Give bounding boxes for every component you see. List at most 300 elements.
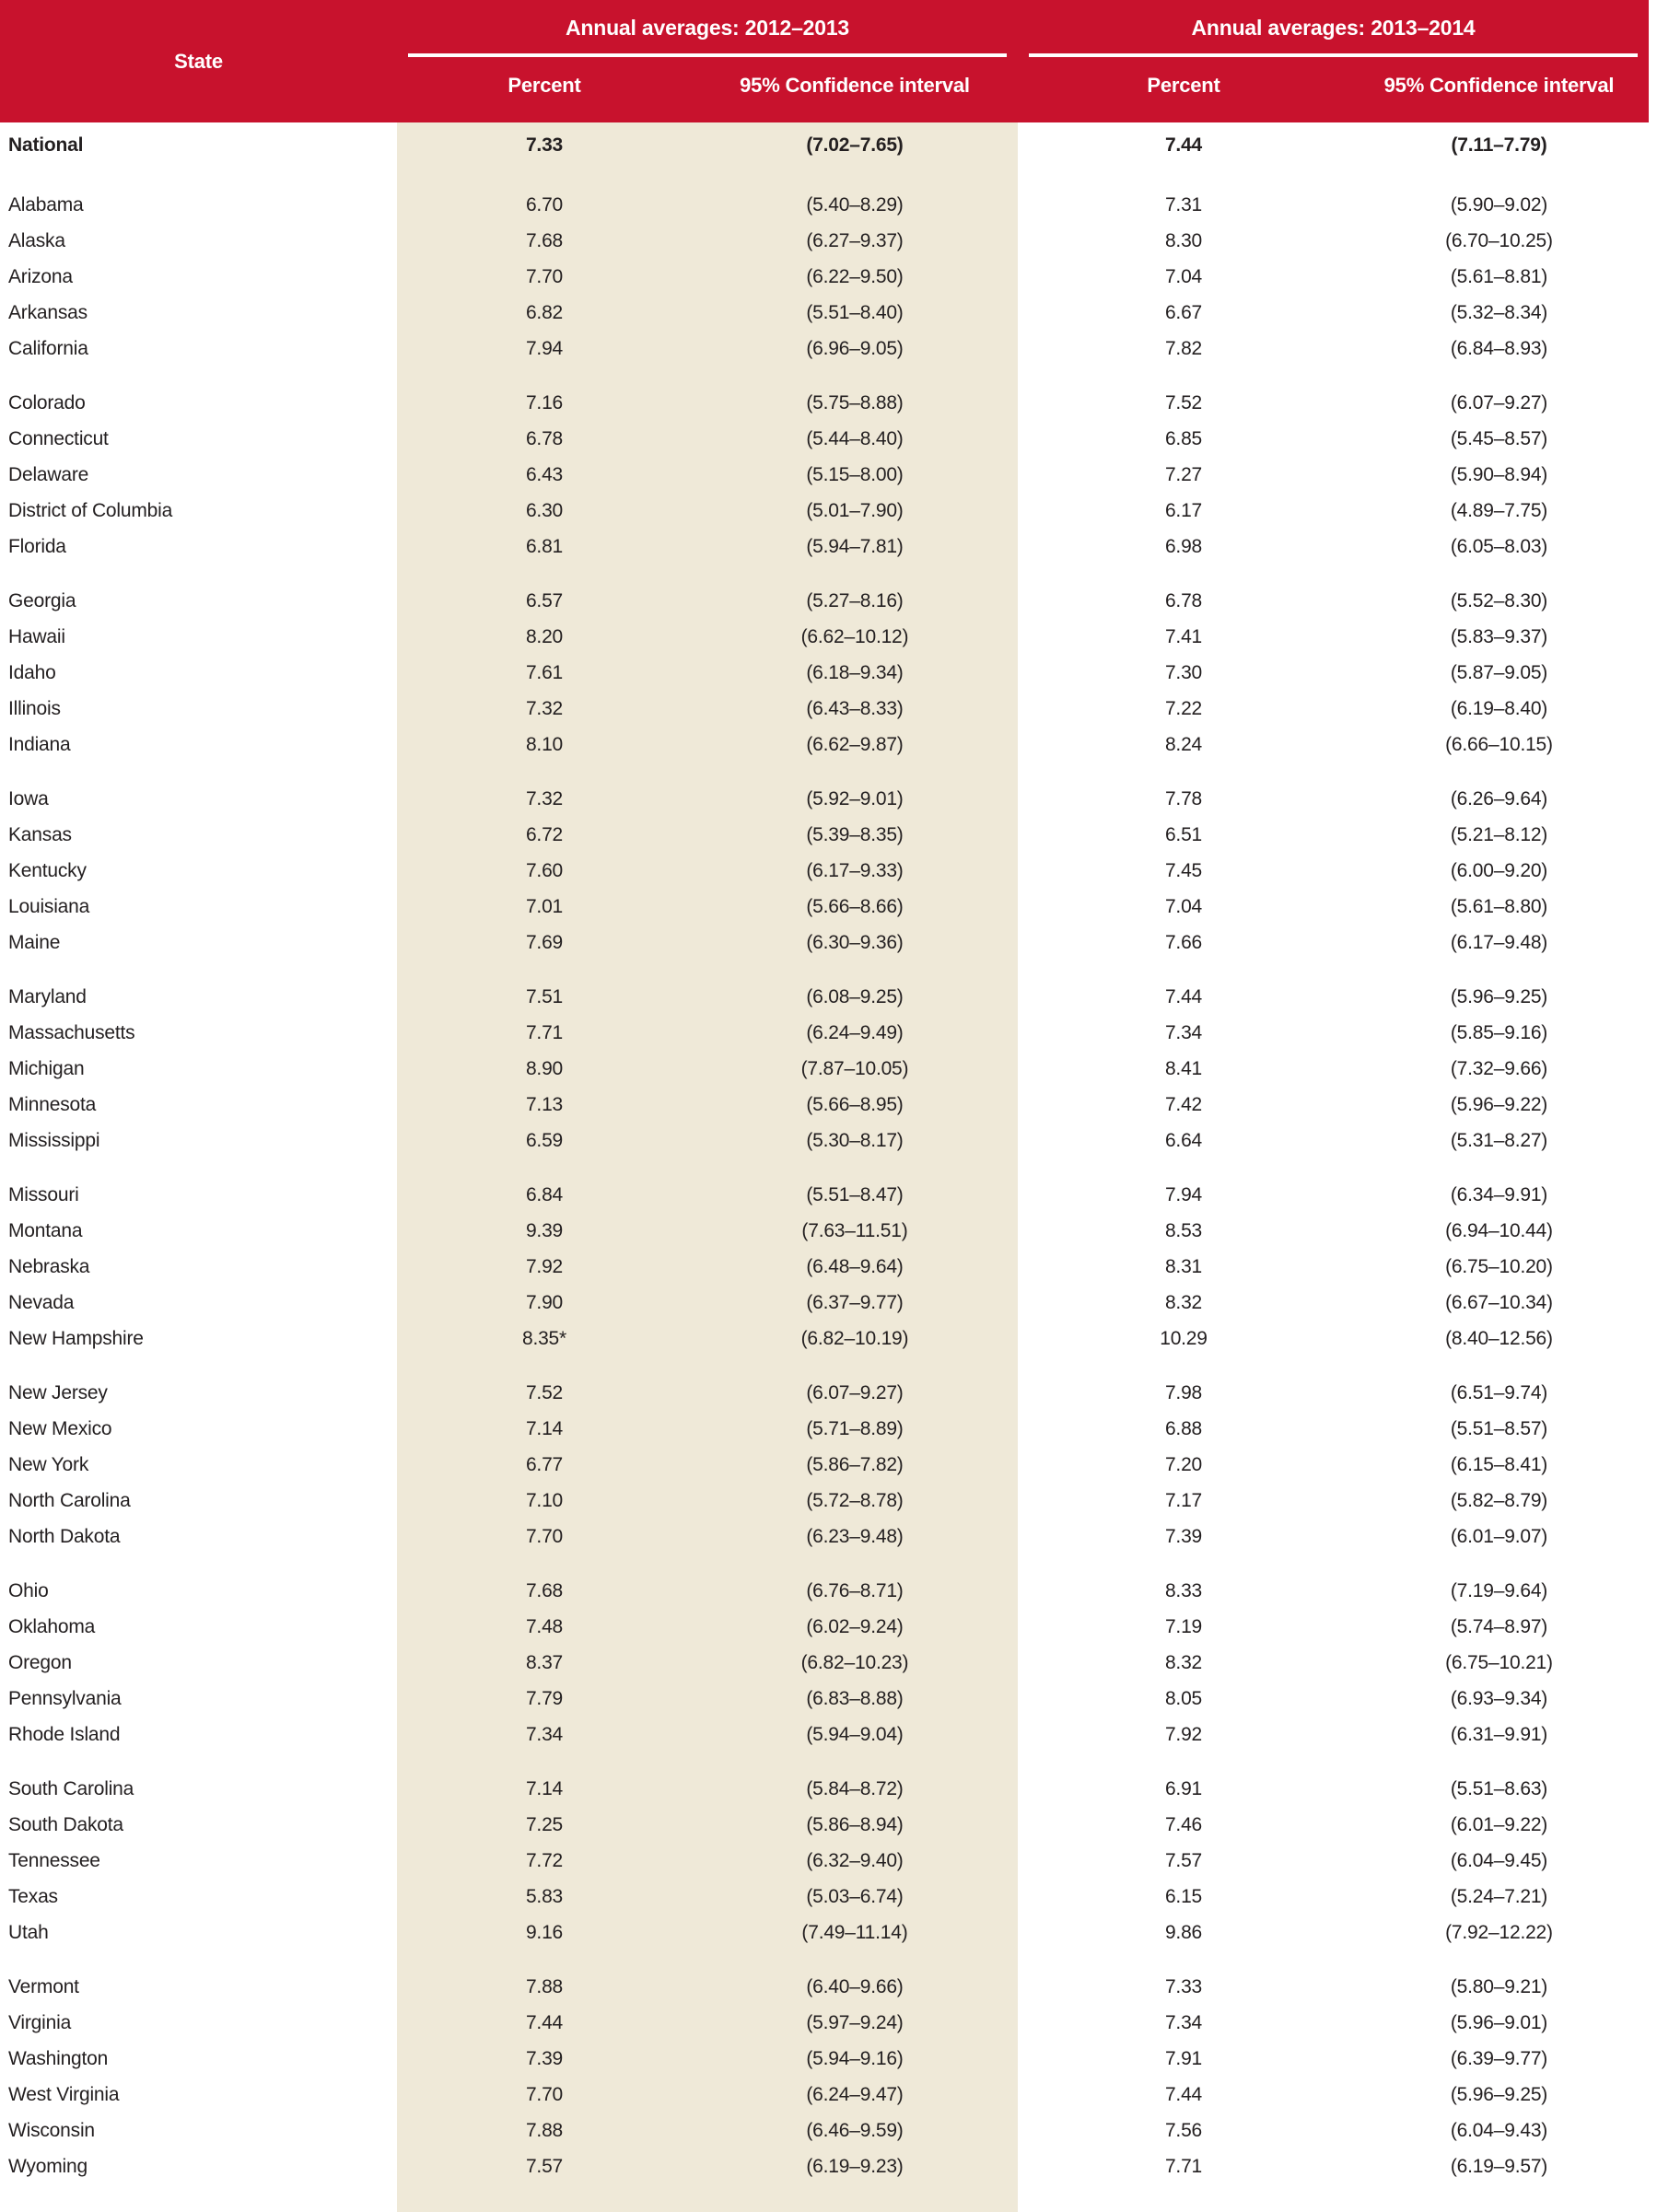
- ci-cell-2013-2014: (6.01–9.07): [1450, 1525, 1548, 1547]
- spacer-cell: [1349, 960, 1649, 979]
- table-row: [0, 421, 1649, 457]
- state-cell: Missouri: [8, 1183, 79, 1205]
- ci-cell-2012-2013: (6.62–9.87): [692, 727, 1018, 763]
- state-cell: Montana: [8, 1219, 83, 1241]
- table-row: [0, 1609, 1649, 1645]
- ci-cell-2012-2013: (6.17–9.33): [692, 853, 1018, 889]
- spacer-cell: [1018, 2184, 1349, 2212]
- state-cell: Arkansas: [8, 301, 88, 323]
- percent-cell-2013-2014: 8.05: [1164, 1687, 1203, 1709]
- ci-cell-2012-2013: (5.94–9.16): [692, 2041, 1018, 2077]
- ci-cell-2013-2014: (6.07–9.27): [1450, 391, 1548, 413]
- ci-cell-2013-2014: (6.84–8.93): [1450, 337, 1548, 359]
- state-cell: Kansas: [8, 823, 72, 845]
- table-row: [0, 1213, 1649, 1249]
- ci-cell-2012-2013: (6.43–8.33): [692, 691, 1018, 727]
- ci-cell-2012-2013: (6.48–9.64): [692, 1249, 1018, 1285]
- percent-cell-2013-2014: 7.66: [1164, 931, 1203, 953]
- state-cell: Rhode Island: [8, 1723, 121, 1745]
- percent-cell-2012-2013: 9.16: [397, 1915, 692, 1950]
- spacer-cell: [1349, 367, 1649, 385]
- percent-cell-2013-2014: 8.32: [1164, 1651, 1203, 1673]
- percent-cell-2012-2013: 7.14: [397, 1411, 692, 1447]
- ci-cell-2012-2013: (6.07–9.27): [692, 1375, 1018, 1411]
- ci-cell-2013-2014: (5.96–9.25): [1450, 2083, 1548, 2105]
- spacer-cell: [0, 1554, 397, 1573]
- state-cell: Colorado: [8, 391, 86, 413]
- state-cell: Pennsylvania: [8, 1687, 122, 1709]
- ci-cell-2013-2014: (6.19–8.40): [1450, 697, 1548, 719]
- state-cell: California: [8, 337, 88, 359]
- spacer-cell: [692, 1950, 1018, 1969]
- ci-cell-2013-2014: (6.05–8.03): [1450, 535, 1548, 557]
- percent-cell-2012-2013: 6.59: [397, 1123, 692, 1158]
- col-group-2013-2014: [1018, 0, 1649, 57]
- state-cell: Hawaii: [8, 625, 65, 647]
- percent-cell-2013-2014: 9.86: [1164, 1921, 1203, 1943]
- table-row: [0, 1681, 1649, 1717]
- ci-cell-2012-2013: (6.40–9.66): [692, 1969, 1018, 2005]
- spacer-cell: [1349, 763, 1649, 781]
- table-row: [0, 1375, 1649, 1411]
- percent-cell-2012-2013: 7.69: [397, 925, 692, 960]
- ci-cell-2013-2014: (5.87–9.05): [1450, 661, 1548, 683]
- percent-cell-2012-2013: 7.70: [397, 259, 692, 295]
- percent-cell-2013-2014: 8.24: [1164, 733, 1203, 755]
- percent-cell-2012-2013: 7.88: [397, 1969, 692, 2005]
- state-cell: New Hampshire: [8, 1327, 144, 1349]
- col-group-2012-2013: [397, 0, 1018, 57]
- state-cell: Louisiana: [8, 895, 90, 917]
- spacer-cell: [397, 763, 692, 781]
- spacer-cell: [1349, 1554, 1649, 1573]
- percent-cell-2012-2013: 6.30: [397, 493, 692, 529]
- spacer-cell: [397, 1554, 692, 1573]
- state-cell: Alabama: [8, 193, 84, 215]
- table-row: [0, 925, 1649, 960]
- percent-cell-2012-2013: 7.39: [397, 2041, 692, 2077]
- spacer-cell: [692, 763, 1018, 781]
- table-row: [0, 1321, 1649, 1356]
- spacer-cell: [0, 1158, 397, 1177]
- ci-cell-2012-2013: (5.40–8.29): [692, 187, 1018, 223]
- table-row: [0, 1969, 1649, 2005]
- state-cell: Texas: [8, 1885, 58, 1907]
- ci-cell-2013-2014: (6.17–9.48): [1450, 931, 1548, 953]
- ci-cell-2013-2014: (6.66–10.15): [1445, 733, 1553, 755]
- spacer-cell: [1349, 1950, 1649, 1969]
- table-row: [0, 2148, 1649, 2184]
- percent-cell-2013-2014: 6.98: [1164, 535, 1203, 557]
- spacer-cell: [0, 565, 397, 583]
- ci-cell-2013-2014: (5.74–8.97): [1450, 1615, 1548, 1637]
- spacer-cell: [692, 1158, 1018, 1177]
- spacer-cell: [0, 2184, 397, 2212]
- percent-cell-2012-2013: 6.82: [397, 295, 692, 331]
- percent-cell-2013-2014: 7.45: [1164, 859, 1203, 881]
- ci-cell-2012-2013: (5.84–8.72): [692, 1771, 1018, 1807]
- table-header: [0, 0, 1649, 122]
- state-cell: New York: [8, 1453, 89, 1475]
- ci-cell-2012-2013: (6.08–9.25): [692, 979, 1018, 1015]
- ci-cell-2012-2013: (5.66–8.95): [692, 1087, 1018, 1123]
- spacer-cell: [1018, 960, 1349, 979]
- spacer-cell: [1018, 763, 1349, 781]
- percent-cell-2013-2014: 7.17: [1164, 1489, 1203, 1511]
- ci-cell-2013-2014: (6.67–10.34): [1445, 1291, 1553, 1313]
- table-row: [0, 1519, 1649, 1554]
- spacer-cell: [0, 1950, 397, 1969]
- table-row: [0, 1411, 1649, 1447]
- state-cell: Vermont: [8, 1975, 79, 1997]
- spacer-cell: [1349, 1356, 1649, 1375]
- percent-cell-2013-2014: 6.85: [1164, 427, 1203, 449]
- ci-cell-2013-2014: (7.19–9.64): [1450, 1579, 1548, 1601]
- table-row: [0, 1015, 1649, 1051]
- spacer-cell: [0, 169, 397, 187]
- ci-cell-2012-2013: (7.49–11.14): [692, 1915, 1018, 1950]
- spacer-cell: [397, 169, 692, 187]
- national-row: [0, 122, 1649, 169]
- table-row: [0, 529, 1649, 565]
- spacer-cell: [692, 169, 1018, 187]
- spacer-cell: [1349, 1158, 1649, 1177]
- percent-cell-2012-2013: 7.90: [397, 1285, 692, 1321]
- bottom-filler: [0, 2184, 1649, 2212]
- ci-cell-2012-2013: (6.24–9.49): [692, 1015, 1018, 1051]
- percent-cell-2012-2013: 7.70: [397, 1519, 692, 1554]
- ci-cell-2012-2013: (6.02–9.24): [692, 1609, 1018, 1645]
- percent-cell-2012-2013: 6.77: [397, 1447, 692, 1483]
- ci-cell-2013-2014: (5.32–8.34): [1450, 301, 1548, 323]
- state-cell: New Jersey: [8, 1381, 108, 1403]
- ci-cell-2013-2014: (5.80–9.21): [1450, 1975, 1548, 1997]
- percent-cell-2012-2013: 7.48: [397, 1609, 692, 1645]
- ci-cell-2013-2014: (5.90–8.94): [1450, 463, 1548, 485]
- state-cell: Ohio: [8, 1579, 49, 1601]
- spacer-cell: [397, 1752, 692, 1771]
- percent-cell-2012-2013: 6.72: [397, 817, 692, 853]
- ci-cell-2012-2013: (6.82–10.19): [692, 1321, 1018, 1356]
- table-row: [0, 1123, 1649, 1158]
- spacer-cell: [1018, 169, 1349, 187]
- ci-cell-2012-2013: (5.15–8.00): [692, 457, 1018, 493]
- table-row: [0, 1915, 1649, 1950]
- percent-cell-2013-2014: 8.31: [1164, 1255, 1203, 1277]
- ci-cell-2013-2014: (6.26–9.64): [1450, 787, 1548, 809]
- state-cell: Massachusetts: [8, 1021, 135, 1043]
- percent-cell-2013-2014: 7.44: [1164, 134, 1203, 156]
- percent-cell-2012-2013: 8.20: [397, 619, 692, 655]
- table-row: [0, 385, 1649, 421]
- ci-cell-2012-2013: (5.03–6.74): [692, 1879, 1018, 1915]
- state-cell: Oklahoma: [8, 1615, 96, 1637]
- percent-cell-2013-2014: 7.44: [1164, 2083, 1203, 2105]
- header-row-groups: [0, 0, 1649, 57]
- table-row: [0, 1177, 1649, 1213]
- percent-cell-2013-2014: 7.94: [1164, 1183, 1203, 1205]
- table-body: [0, 122, 1649, 2212]
- group-gap: [0, 1554, 1649, 1573]
- ci-cell-2013-2014: (6.75–10.20): [1445, 1255, 1553, 1277]
- ci-cell-2013-2014: (8.40–12.56): [1445, 1327, 1553, 1349]
- ci-cell-2013-2014: (6.75–10.21): [1445, 1651, 1553, 1673]
- spacer-cell: [0, 1752, 397, 1771]
- spacer-cell: [1018, 565, 1349, 583]
- table-row: [0, 2041, 1649, 2077]
- percent-cell-2012-2013: 6.81: [397, 529, 692, 565]
- percent-cell-2012-2013: 7.32: [397, 691, 692, 727]
- ci-cell-2013-2014: (6.51–9.74): [1450, 1381, 1548, 1403]
- group-gap: [0, 1950, 1649, 1969]
- table-row: [0, 1051, 1649, 1087]
- spacer-cell: [1349, 169, 1649, 187]
- state-cell: South Carolina: [8, 1777, 134, 1799]
- table-row: [0, 619, 1649, 655]
- ci-cell-2012-2013: (6.46–9.59): [692, 2113, 1018, 2148]
- ci-cell-2013-2014: (4.89–7.75): [1450, 499, 1548, 521]
- state-cell: Illinois: [8, 697, 61, 719]
- table-row: [0, 187, 1649, 223]
- percent-cell-2013-2014: 7.57: [1164, 1849, 1203, 1871]
- ci-cell-2012-2013: (5.86–7.82): [692, 1447, 1018, 1483]
- percent-cell-2012-2013: 7.68: [397, 223, 692, 259]
- ci-cell-2012-2013: (6.96–9.05): [692, 331, 1018, 367]
- percent-cell-2012-2013: 7.14: [397, 1771, 692, 1807]
- percent-cell-2013-2014: 7.78: [1164, 787, 1203, 809]
- percent-cell-2012-2013: 7.61: [397, 655, 692, 691]
- percent-cell-2013-2014: 7.56: [1164, 2119, 1203, 2141]
- ci-cell-2012-2013: (5.51–8.47): [692, 1177, 1018, 1213]
- percent-cell-2013-2014: 8.33: [1164, 1579, 1203, 1601]
- ci-cell-2013-2014: (5.45–8.57): [1450, 427, 1548, 449]
- ci-cell-2012-2013: (7.87–10.05): [692, 1051, 1018, 1087]
- ci-cell-2012-2013: (6.23–9.48): [692, 1519, 1018, 1554]
- group-title-2013-2014: Annual averages: 2013–2014: [1029, 2, 1638, 57]
- state-cell: Delaware: [8, 463, 89, 485]
- table-row: [0, 1771, 1649, 1807]
- ci-cell-2012-2013: (5.86–8.94): [692, 1807, 1018, 1843]
- state-cell: Wyoming: [8, 2155, 88, 2177]
- table-row: [0, 979, 1649, 1015]
- table-row: [0, 1879, 1649, 1915]
- percent-cell-2012-2013: 7.51: [397, 979, 692, 1015]
- group-title-2012-2013: Annual averages: 2012–2013: [408, 2, 1007, 57]
- ci-cell-2012-2013: (5.72–8.78): [692, 1483, 1018, 1519]
- state-cell: Indiana: [8, 733, 71, 755]
- state-cell: Nebraska: [8, 1255, 90, 1277]
- ci-cell-2012-2013: (6.22–9.50): [692, 259, 1018, 295]
- spacer-cell: [397, 1158, 692, 1177]
- ci-cell-2012-2013: (6.37–9.77): [692, 1285, 1018, 1321]
- spacer-cell: [1018, 1158, 1349, 1177]
- ci-cell-2013-2014: (6.31–9.91): [1450, 1723, 1548, 1745]
- state-cell: Wisconsin: [8, 2119, 95, 2141]
- spacer-cell: [0, 960, 397, 979]
- state-cell: Mississippi: [8, 1129, 100, 1151]
- percent-cell-2013-2014: 7.04: [1164, 265, 1203, 287]
- table-row: [0, 295, 1649, 331]
- state-cell: National: [8, 134, 84, 156]
- spacer-cell: [0, 367, 397, 385]
- table-row: [0, 1483, 1649, 1519]
- ci-cell-2012-2013: (5.75–8.88): [692, 385, 1018, 421]
- ci-cell-2012-2013: (5.94–7.81): [692, 529, 1018, 565]
- ci-cell-2013-2014: (6.39–9.77): [1450, 2047, 1548, 2069]
- spacer-cell: [692, 1752, 1018, 1771]
- spacer-cell: [397, 2184, 692, 2212]
- percent-cell-2013-2014: 7.39: [1164, 1525, 1203, 1547]
- percent-cell-2012-2013: 7.25: [397, 1807, 692, 1843]
- ci-cell-2013-2014: (5.31–8.27): [1450, 1129, 1548, 1151]
- ci-cell-2013-2014: (6.00–9.20): [1450, 859, 1548, 881]
- percent-cell-2013-2014: 6.91: [1164, 1777, 1203, 1799]
- state-cell: Virginia: [8, 2011, 72, 2033]
- ci-cell-2013-2014: (5.90–9.02): [1450, 193, 1548, 215]
- percent-cell-2013-2014: 7.44: [1164, 985, 1203, 1007]
- percent-cell-2013-2014: 7.31: [1164, 193, 1203, 215]
- table-row: [0, 583, 1649, 619]
- table-row: [0, 2005, 1649, 2041]
- ci-cell-2012-2013: (6.18–9.34): [692, 655, 1018, 691]
- table-row: [0, 331, 1649, 367]
- percent-cell-2013-2014: 7.91: [1164, 2047, 1203, 2069]
- state-cell: Alaska: [8, 229, 65, 251]
- ci-cell-2012-2013: (7.02–7.65): [692, 122, 1018, 169]
- percent-cell-2012-2013: 7.71: [397, 1015, 692, 1051]
- ci-cell-2013-2014: (5.61–8.80): [1450, 895, 1548, 917]
- table-row: [0, 727, 1649, 763]
- percent-cell-2013-2014: 7.34: [1164, 2011, 1203, 2033]
- group-gap: [0, 367, 1649, 385]
- percent-cell-2013-2014: 7.22: [1164, 697, 1203, 719]
- ci-cell-2013-2014: (7.11–7.79): [1451, 134, 1547, 156]
- percent-cell-2013-2014: 7.30: [1164, 661, 1203, 683]
- ci-cell-2013-2014: (5.52–8.30): [1450, 589, 1548, 611]
- spacer-cell: [692, 367, 1018, 385]
- state-cell: Minnesota: [8, 1093, 97, 1115]
- ci-cell-2013-2014: (6.04–9.45): [1450, 1849, 1548, 1871]
- percent-cell-2013-2014: 7.42: [1164, 1093, 1203, 1115]
- spacer-cell: [1349, 2184, 1649, 2212]
- percent-cell-2012-2013: 6.43: [397, 457, 692, 493]
- percent-cell-2012-2013: 7.94: [397, 331, 692, 367]
- group-gap: [0, 763, 1649, 781]
- ci-cell-2013-2014: (5.82–8.79): [1450, 1489, 1548, 1511]
- percent-cell-2013-2014: 6.67: [1164, 301, 1203, 323]
- percent-cell-2012-2013: 7.79: [397, 1681, 692, 1717]
- percent-cell-2012-2013: 7.32: [397, 781, 692, 817]
- group-gap: [0, 169, 1649, 187]
- ci-cell-2012-2013: (6.27–9.37): [692, 223, 1018, 259]
- spacer-cell: [1018, 1554, 1349, 1573]
- percent-cell-2012-2013: 6.84: [397, 1177, 692, 1213]
- percent-cell-2012-2013: 7.92: [397, 1249, 692, 1285]
- ci-cell-2013-2014: (5.96–9.01): [1450, 2011, 1548, 2033]
- state-cell: Florida: [8, 535, 66, 557]
- table-row: [0, 781, 1649, 817]
- table-row: [0, 691, 1649, 727]
- percent-cell-2013-2014: 7.82: [1164, 337, 1203, 359]
- ci-cell-2013-2014: (5.51–8.57): [1450, 1417, 1548, 1439]
- table-row: [0, 889, 1649, 925]
- ci-cell-2013-2014: (7.32–9.66): [1450, 1057, 1548, 1079]
- percent-cell-2013-2014: 6.51: [1164, 823, 1203, 845]
- ci-cell-2013-2014: (5.21–8.12): [1450, 823, 1548, 845]
- percent-cell-2013-2014: 7.71: [1164, 2155, 1203, 2177]
- percent-cell-2013-2014: 6.64: [1164, 1129, 1203, 1151]
- group-gap: [0, 1356, 1649, 1375]
- percent-cell-2012-2013: 8.10: [397, 727, 692, 763]
- ci-cell-2012-2013: (5.94–9.04): [692, 1717, 1018, 1752]
- ci-cell-2012-2013: (5.27–8.16): [692, 583, 1018, 619]
- percent-cell-2013-2014: 7.27: [1164, 463, 1203, 485]
- percent-cell-2012-2013: 7.72: [397, 1843, 692, 1879]
- percent-cell-2013-2014: 6.88: [1164, 1417, 1203, 1439]
- ci-cell-2013-2014: (5.85–9.16): [1450, 1021, 1548, 1043]
- col-header-ci-2013-2014: 95% Confidence interval: [1349, 57, 1649, 122]
- ci-cell-2013-2014: (6.94–10.44): [1445, 1219, 1553, 1241]
- percent-cell-2013-2014: 7.46: [1164, 1813, 1203, 1835]
- ci-cell-2013-2014: (6.15–8.41): [1450, 1453, 1548, 1475]
- percent-cell-2013-2014: 7.98: [1164, 1381, 1203, 1403]
- percent-cell-2012-2013: 7.16: [397, 385, 692, 421]
- percent-cell-2012-2013: 7.68: [397, 1573, 692, 1609]
- percent-cell-2012-2013: 7.01: [397, 889, 692, 925]
- percent-cell-2013-2014: 7.34: [1164, 1021, 1203, 1043]
- table-row: [0, 1285, 1649, 1321]
- state-cell: District of Columbia: [8, 499, 173, 521]
- group-gap: [0, 960, 1649, 979]
- spacer-cell: [0, 763, 397, 781]
- percent-cell-2012-2013: 7.34: [397, 1717, 692, 1752]
- group-gap: [0, 1752, 1649, 1771]
- spacer-cell: [1018, 367, 1349, 385]
- ci-cell-2013-2014: (6.34–9.91): [1450, 1183, 1548, 1205]
- col-header-percent-2013-2014: Percent: [1018, 57, 1349, 122]
- percent-cell-2012-2013: 7.70: [397, 2077, 692, 2113]
- spacer-cell: [0, 1356, 397, 1375]
- spacer-cell: [397, 960, 692, 979]
- state-cell: North Carolina: [8, 1489, 131, 1511]
- table-row: [0, 1249, 1649, 1285]
- ci-cell-2013-2014: (6.04–9.43): [1450, 2119, 1548, 2141]
- percent-cell-2013-2014: 6.17: [1164, 499, 1203, 521]
- table-row: [0, 1645, 1649, 1681]
- spacer-cell: [1018, 1356, 1349, 1375]
- state-cell: Oregon: [8, 1651, 72, 1673]
- table-row: [0, 2077, 1649, 2113]
- spacer-cell: [397, 565, 692, 583]
- ci-cell-2013-2014: (6.19–9.57): [1450, 2155, 1548, 2177]
- ci-cell-2012-2013: (6.83–8.88): [692, 1681, 1018, 1717]
- percent-cell-2013-2014: 7.33: [1164, 1975, 1203, 1997]
- state-cell: Maryland: [8, 985, 87, 1007]
- ci-cell-2013-2014: (5.24–7.21): [1450, 1885, 1548, 1907]
- state-cell: Arizona: [8, 265, 73, 287]
- state-cell: West Virginia: [8, 2083, 120, 2105]
- ci-cell-2012-2013: (6.19–9.23): [692, 2148, 1018, 2184]
- ci-cell-2012-2013: (5.44–8.40): [692, 421, 1018, 457]
- spacer-cell: [397, 367, 692, 385]
- percent-cell-2013-2014: 8.41: [1164, 1057, 1203, 1079]
- col-header-ci-2012-2013: 95% Confidence interval: [692, 57, 1018, 122]
- ci-cell-2013-2014: (5.96–9.22): [1450, 1093, 1548, 1115]
- percent-cell-2012-2013: 7.44: [397, 2005, 692, 2041]
- ci-cell-2012-2013: (5.51–8.40): [692, 295, 1018, 331]
- spacer-cell: [692, 1356, 1018, 1375]
- ci-cell-2012-2013: (5.01–7.90): [692, 493, 1018, 529]
